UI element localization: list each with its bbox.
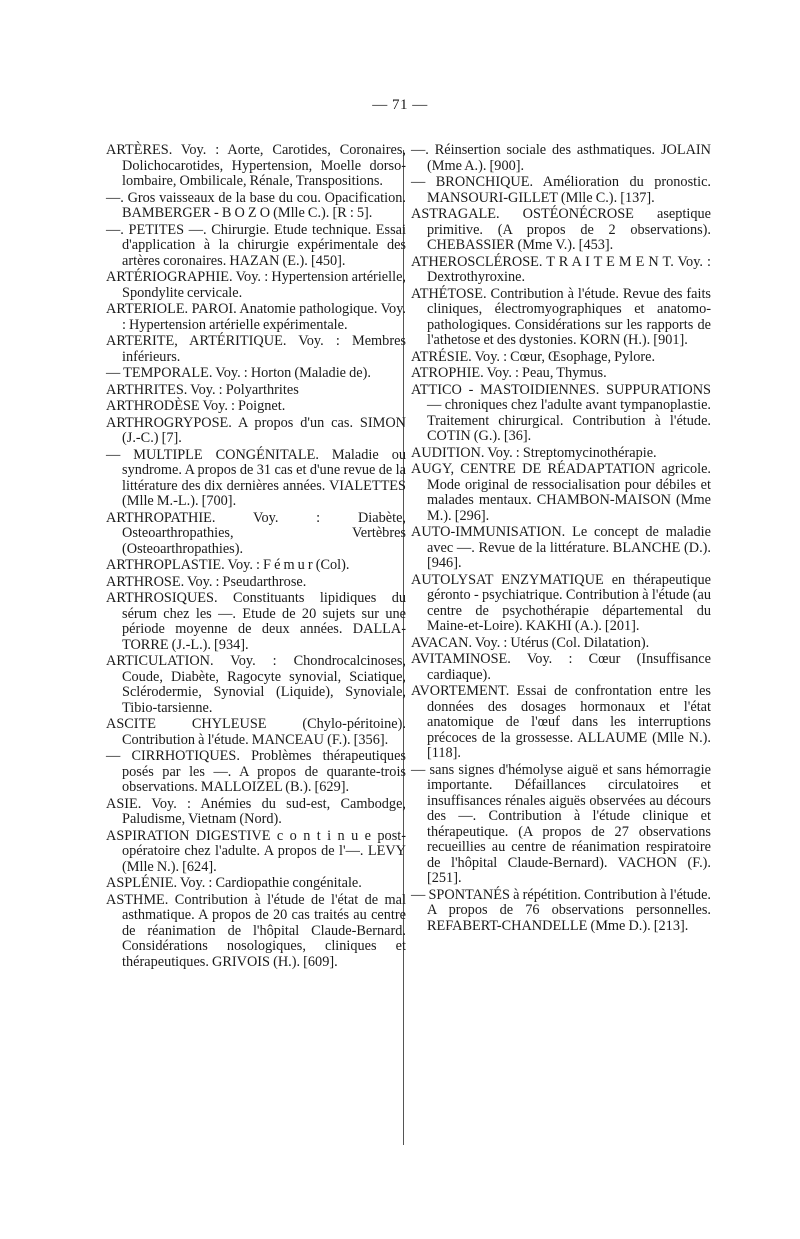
index-entry: — sans signes d'hémolyse aiguë et sans hémorragie importante. Défaillances circulatoires et insuffisances rénales aiguës observées au décours des —. Contribution à l'étude clinique et thérapeutique. (A propos de 27 observations recueillies au centre de réanimation respiratoire de l'hôpital Claude-Bernard). VACHON (F.). [251]. — [411, 761, 711, 886]
page-number: — 71 — — [372, 97, 428, 113]
right-column — [411, 143, 711, 935]
index-entry: — TEMPORALE. Voy. : Horton (Maladie de). — [106, 365, 371, 381]
index-entry: ATROPHIE. Voy. : Peau, Thymus. — [411, 365, 607, 381]
index-entry: AVORTEMENT. Essai de confrontation entre les données des dosages hormonaux et l'état anatomique de l'œuf dans les interruptions précoces de la grossesse. ALLAUME (Mlle N.). [118]. — [411, 683, 711, 761]
index-entry: ARTHROPATHIE. Voy. : Diabète, Osteoarthropathies, Vertèbres (Osteoarthropathies). — [106, 509, 406, 557]
index-entry: ARTICULATION. Voy. : Chondrocalcinoses, Coude, Diabète, Ragocyte synovial, Sciatique, Sclérodermie, Synovial (Liquide), Synoviale, Tibio-tarsienne. — [106, 653, 406, 716]
index-entry: ATHEROSCLÉROSE. T R A I T E M E N T. Voy. : Dextrothyroxine. — [411, 253, 711, 285]
index-entry: ASTRAGALE. OSTÉONÉCROSE aseptique primitive. (A propos de 2 observations). CHEBASSIER (Mme V.). [453]. — [411, 206, 711, 253]
index-entry: ATHÉTOSE. Contribution à l'étude. Revue des faits cliniques, électromyographiques et anatomo-pathologiques. Considérations sur les rapports de l'athetose et des dystonies. KORN (H.). [901]. — [411, 285, 711, 348]
index-entry: ARTÉRIOGRAPHIE. Voy. : Hypertension artérielle, Spondylite cervicale. — [106, 269, 406, 301]
index-entry: ARTHROSIQUES. Constituants lipidiques du sérum chez les —. Etude de 20 sujets sur une période moyenne de deux années. DALLA-TORRE (J.-L.). [934]. — [106, 590, 406, 653]
index-entry: ARTHRITES. Voy. : Polyarthrites — [106, 381, 299, 398]
index-entry: ASIE. Voy. : Anémies du sud-est, Cambodge, Paludisme, Vietnam (Nord). — [106, 795, 406, 827]
index-entry: AUDITION. Voy. : Streptomycinothérapie. — [411, 444, 657, 461]
index-entry: — MULTIPLE CONGÉNITALE. Maladie ou syndrome. A propos de 31 cas et d'une revue de la littérature des dix dernières années. VIALETTES (Mlle M.-L.). [700]. — [106, 446, 406, 509]
index-entry: — BRONCHIQUE. Amélioration du pronostic. MANSOURI-GILLET (Mlle C.). [137]. — [411, 174, 711, 206]
index-entry: ASPLÉNIE. Voy. : Cardiopathie congénitale. — [106, 875, 362, 891]
index-entry: ARTÈRES. Voy. : Aorte, Carotides, Coronaires, Dolichocarotides, Hypertension, Moelle dorso-lombaire, Ombilicale, Rénale, Transpositions. — [106, 142, 406, 189]
index-entry: ATRÉSIE. Voy. : Cœur, Œsophage, Pylore. — [411, 348, 656, 365]
index-entry: AUTOLYSAT ENZYMATIQUE en thérapeutique géronto - psychiatrique. Contribution à l'étude (au centre de psychothérapie départemental du Maine-et-Loire). KAKHI (A.). [201]. — [411, 571, 711, 634]
index-entry: —. Réinsertion sociale des asthmatiques. JOLAIN (Mme A.). [900]. — [411, 142, 711, 174]
index-entry: AVITAMINOSE. Voy. : Cœur (Insuffisance cardiaque). — [411, 651, 711, 683]
index-entry: ASTHME. Contribution à l'étude de l'état de mal asthmatique. A propos de 20 cas traités au centre de réanimation de l'hôpital Claude-Bernard. Considérations nosologiques, cliniques et thérapeutiques. GRIVOIS (H.). [609]. — [106, 891, 406, 970]
index-entry: ATTICO - MASTOIDIENNES. SUPPURATIONS — chroniques chez l'adulte avant tympanoplastie. Traitement chirurgical. Contribution à l'étude. COTIN (G.). [36]. — [411, 381, 711, 444]
index-entry: ARTHROPLASTIE. Voy. : F é m u r (Col). — [106, 557, 350, 573]
index-entry: AUGY, CENTRE DE RÉADAPTATION agricole. Mode original de ressocialisation pour débiles et malades mentaux. CHAMBON-MAISON (Mme M.). [296]. — [411, 461, 711, 524]
index-entry: —. Gros vaisseaux de la base du cou. Opacification. BAMBERGER - B O Z O (Mlle C.). [R : 5]. — [106, 189, 406, 221]
index-entry: ASPIRATION DIGESTIVE c o n t i n u e post-opératoire chez l'adulte. A propos de l'—. LEVY (Mlle N.). [624]. — [106, 827, 406, 875]
index-entry: ARTERIOLE. PAROI. Anatomie pathologique. Voy. : Hypertension artérielle expérimentale. — [106, 301, 406, 333]
index-entry: — SPONTANÉS à répétition. Contribution à l'étude. A propos de 76 observations personnelles. REFABERT-CHANDELLE (Mme D.). [213]. — [411, 886, 711, 934]
index-entry: AUTO-IMMUNISATION. Le concept de maladie avec —. Revue de la littérature. BLANCHE (D.). [946]. — [411, 524, 711, 571]
index-entry: ASCITE CHYLEUSE (Chylo-péritoine). Contribution à l'étude. MANCEAU (F.). [356]. — [106, 716, 406, 748]
index-entry: —. PETITES —. Chirurgie. Etude technique. Essai d'application à la chirurgie expérimentale des artères coronaires. HAZAN (E.). [450]. — [106, 221, 406, 269]
left-column — [106, 143, 406, 971]
index-entry: AVACAN. Voy. : Utérus (Col. Dilatation). — [411, 634, 650, 651]
index-entry: ARTHRODÈSE Voy. : Poignet. — [106, 398, 286, 414]
index-entry: ARTHROSE. Voy. : Pseudarthrose. — [106, 573, 307, 590]
index-entry: ARTHROGRYPOSE. A propos d'un cas. SIMON (J.-C.) [7]. — [106, 414, 406, 446]
index-entry: — CIRRHOTIQUES. Problèmes thérapeutiques posés par les —. A propos de quarante-trois observations. MALLOIZEL (B.). [629]. — [106, 748, 406, 795]
index-entry: ARTERITE, ARTÉRITIQUE. Voy. : Membres inférieurs. — [106, 333, 406, 365]
